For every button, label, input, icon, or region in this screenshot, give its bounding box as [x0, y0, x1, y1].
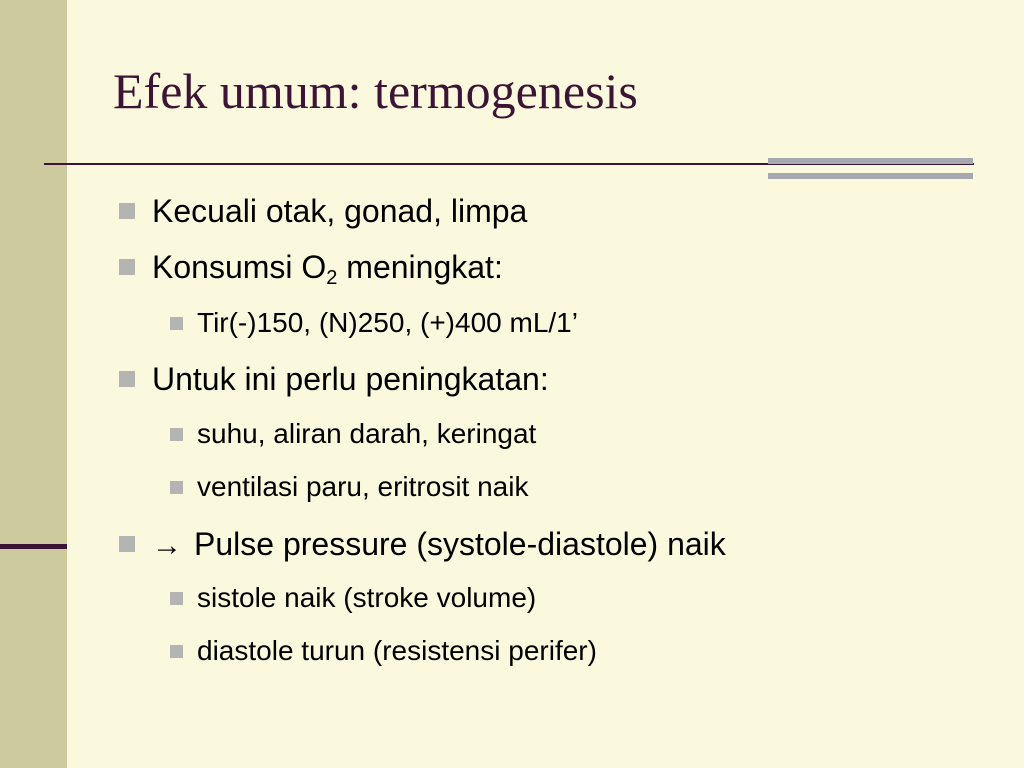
bullet-square-icon	[170, 428, 183, 441]
decorative-bar-bottom	[768, 173, 973, 179]
sub-bullet-item	[197, 635, 597, 667]
sub-bullet-item	[197, 418, 536, 450]
bullet-text: Pulse pressure (systole-diastole) naik	[194, 526, 726, 562]
sub-bullet-item	[197, 307, 578, 339]
bullet-text: ventilasi paru, eritrosit naik	[197, 471, 529, 502]
bullet-square-icon	[170, 592, 183, 605]
bullet-text: Konsumsi O	[152, 249, 327, 285]
left-decorative-band	[0, 0, 67, 768]
bullet-item	[152, 361, 549, 397]
decorative-bar-top	[768, 158, 973, 164]
bullet-item	[152, 526, 726, 564]
bullet-text: suhu, aliran darah, keringat	[197, 418, 537, 449]
bullet-square-icon	[119, 371, 135, 387]
left-accent-line	[0, 544, 67, 549]
subscript-text: 2	[326, 267, 338, 289]
bullet-square-icon	[170, 481, 183, 494]
slide-title: Efek umum: termogenesis	[113, 63, 638, 119]
bullet-square-icon	[119, 203, 135, 219]
bullet-item	[152, 249, 503, 289]
bullet-text: Untuk ini perlu peningkatan:	[152, 361, 549, 397]
sub-bullet-item	[197, 471, 528, 503]
bullet-square-icon	[170, 317, 183, 330]
arrow-right-icon: →	[152, 529, 182, 562]
bullet-text: diastole turun (resistensi perifer)	[197, 635, 597, 666]
bullet-square-icon	[119, 259, 135, 275]
sub-bullet-item	[197, 582, 536, 614]
bullet-square-icon	[119, 536, 135, 552]
bullet-square-icon	[170, 645, 183, 658]
bullet-item	[152, 193, 527, 229]
bullet-text: Kecuali otak, gonad, limpa	[152, 193, 528, 229]
bullet-text: meningkat:	[337, 249, 503, 285]
bullet-text: sistole naik (stroke volume)	[197, 582, 537, 613]
bullet-text: Tir(-)150, (N)250, (+)400 mL/1’	[197, 307, 578, 338]
